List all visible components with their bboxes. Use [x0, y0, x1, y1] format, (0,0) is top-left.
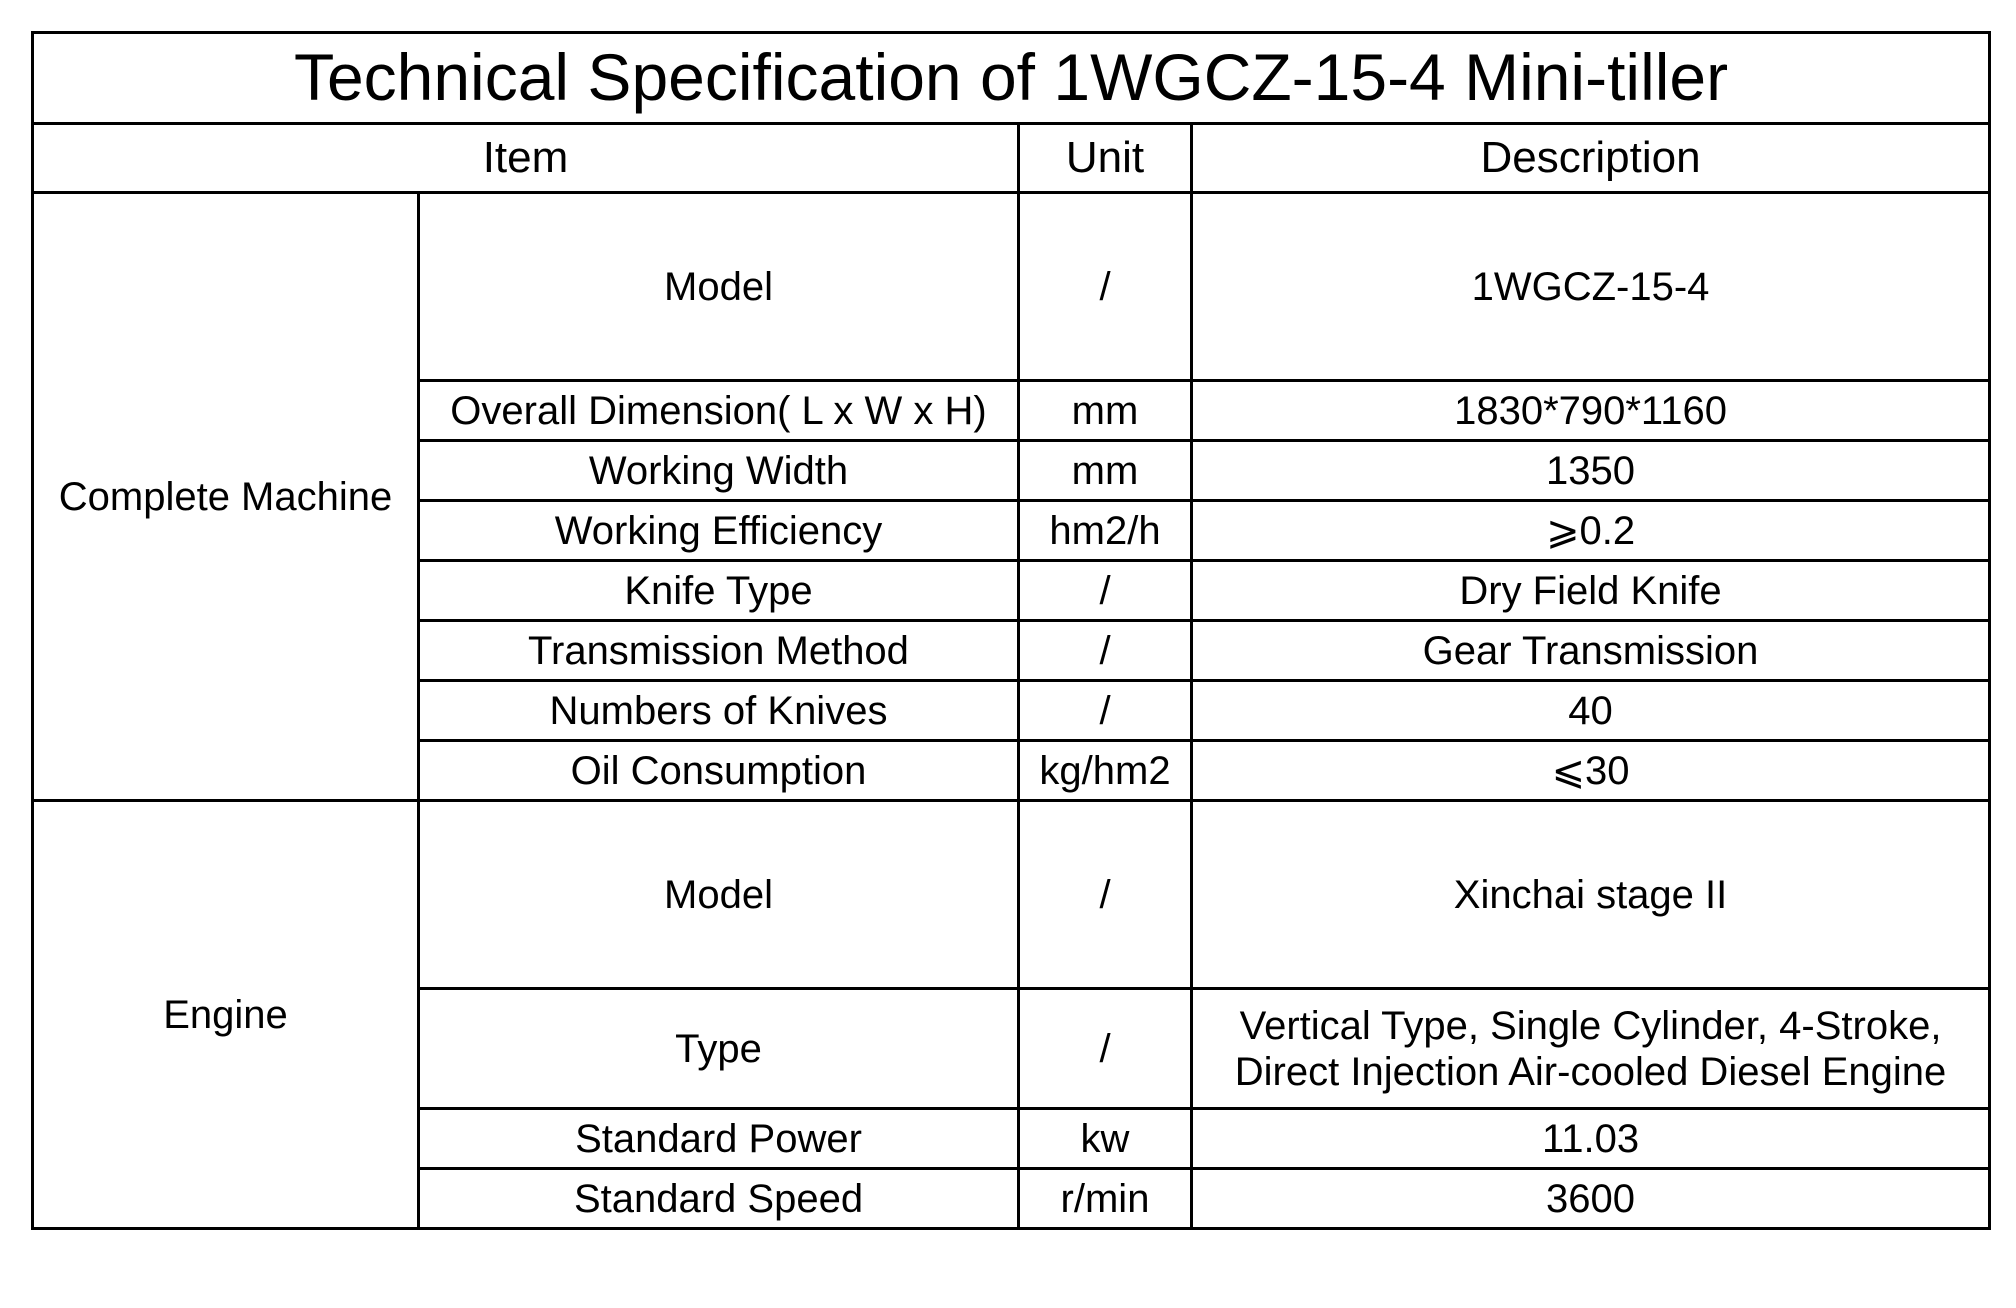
- unit-cell: hm2/h: [1019, 501, 1192, 561]
- description-cell: 11.03: [1192, 1109, 1990, 1169]
- item-cell: Oil Consumption: [419, 741, 1019, 801]
- item-cell: Overall Dimension( L x W x H): [419, 381, 1019, 441]
- header-description: Description: [1192, 124, 1990, 193]
- description-line: Vertical Type, Single Cylinder, 4-Stroke,: [1239, 1003, 1942, 1048]
- description-cell: Gear Transmission: [1192, 621, 1990, 681]
- group-engine: Engine: [33, 801, 419, 1229]
- table-row: [33, 193, 1990, 381]
- unit-cell: /: [1019, 681, 1192, 741]
- title-row: [33, 33, 1990, 124]
- unit-cell: kg/hm2: [1019, 741, 1192, 801]
- item-cell: Type: [419, 989, 1019, 1109]
- description-cell: ⩽30: [1192, 741, 1990, 801]
- table-row: [33, 801, 1990, 989]
- unit-cell: kw: [1019, 1109, 1192, 1169]
- item-cell: Numbers of Knives: [419, 681, 1019, 741]
- table-title: Technical Specification of 1WGCZ-15-4 Mini-tiller: [33, 33, 1990, 124]
- item-cell: Standard Speed: [419, 1169, 1019, 1229]
- item-cell: Model: [419, 193, 1019, 381]
- item-cell: Model: [419, 801, 1019, 989]
- item-cell: Working Efficiency: [419, 501, 1019, 561]
- description-line: Direct Injection Air-cooled Diesel Engine: [1234, 1049, 1947, 1094]
- unit-cell: r/min: [1019, 1169, 1192, 1229]
- item-cell: Standard Power: [419, 1109, 1019, 1169]
- unit-cell: /: [1019, 193, 1192, 381]
- spec-table: [31, 31, 1991, 1230]
- description-cell: [1192, 989, 1990, 1109]
- item-cell: Transmission Method: [419, 621, 1019, 681]
- description-cell: 40: [1192, 681, 1990, 741]
- description-cell: 1350: [1192, 441, 1990, 501]
- item-cell: Knife Type: [419, 561, 1019, 621]
- unit-cell: mm: [1019, 381, 1192, 441]
- unit-cell: /: [1019, 989, 1192, 1109]
- header-item: Item: [33, 124, 1019, 193]
- description-cell: ⩾0.2: [1192, 501, 1990, 561]
- description-cell: Dry Field Knife: [1192, 561, 1990, 621]
- description-cell: 1WGCZ-15-4: [1192, 193, 1990, 381]
- description-cell: 3600: [1192, 1169, 1990, 1229]
- unit-cell: /: [1019, 621, 1192, 681]
- group-complete-machine: Complete Machine: [33, 193, 419, 801]
- header-row: [33, 124, 1990, 193]
- description-cell: Xinchai stage II: [1192, 801, 1990, 989]
- description-cell: 1830*790*1160: [1192, 381, 1990, 441]
- unit-cell: /: [1019, 561, 1192, 621]
- unit-cell: mm: [1019, 441, 1192, 501]
- item-cell: Working Width: [419, 441, 1019, 501]
- header-unit: Unit: [1019, 124, 1192, 193]
- unit-cell: /: [1019, 801, 1192, 989]
